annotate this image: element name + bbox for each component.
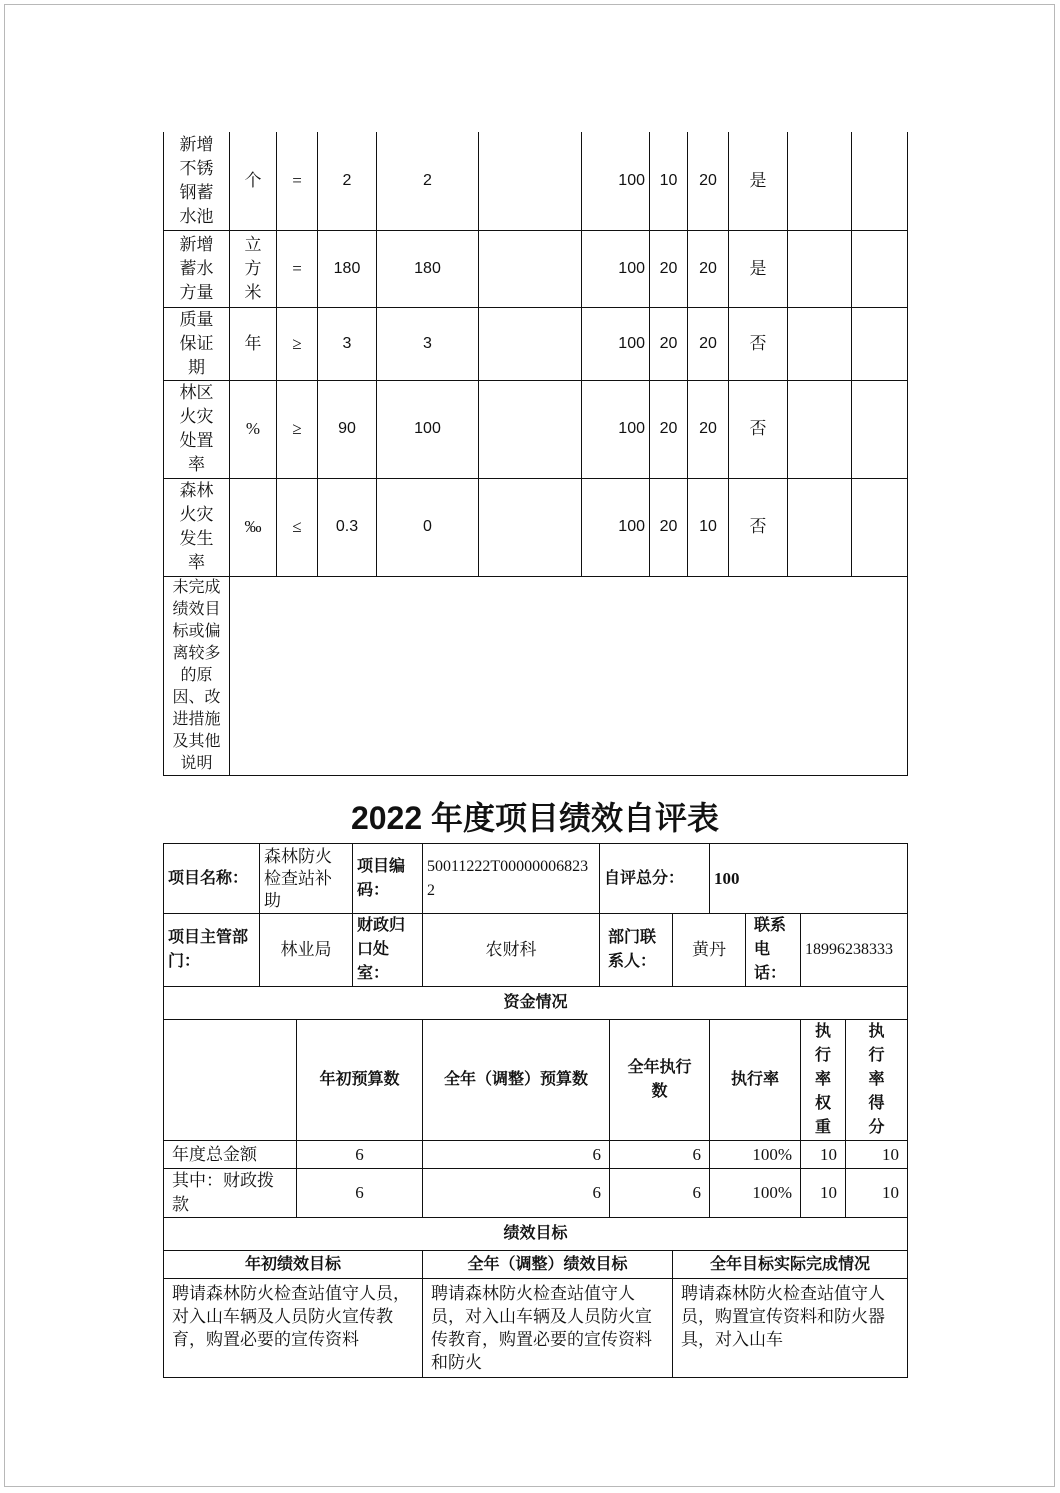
indicator-weight: 10 xyxy=(650,132,688,230)
funds-row-adjusted: 6 xyxy=(423,1141,610,1169)
self-evaluation-table xyxy=(163,843,908,1378)
indicator-full-score: 100 xyxy=(582,380,650,478)
indicator-target: 2 xyxy=(318,132,377,230)
indicator-name: 森林火灾发生率 xyxy=(164,478,230,576)
funds-row-adjusted: 6 xyxy=(423,1169,610,1218)
funds-header-blank xyxy=(164,1020,297,1141)
indicator-target: 3 xyxy=(318,307,377,380)
indicator-score: 10 xyxy=(688,478,729,576)
funds-row-rate: 100% xyxy=(710,1169,801,1218)
indicator-note xyxy=(479,478,582,576)
indicator-empty-2 xyxy=(852,307,908,380)
indicator-unit: 立方米 xyxy=(230,230,277,307)
indicator-target: 0.3 xyxy=(318,478,377,576)
indicator-note xyxy=(479,132,582,230)
office-value: 农财科 xyxy=(423,914,600,987)
indicator-note xyxy=(479,307,582,380)
funds-row-budget: 6 xyxy=(297,1169,423,1218)
goal-initial-text: 聘请森林防火检查站值守人员，对入山车辆及人员防火宣传教育，购置必要的宣传资料 xyxy=(164,1279,423,1378)
indicator-full-score: 100 xyxy=(582,307,650,380)
indicator-empty-1 xyxy=(788,230,852,307)
indicator-note xyxy=(479,230,582,307)
indicator-name: 新增蓄水方量 xyxy=(164,230,230,307)
indicator-full-score: 100 xyxy=(582,478,650,576)
project-name-value: 森林防火检查站补助 xyxy=(260,844,353,914)
indicator-weight: 20 xyxy=(650,307,688,380)
total-score-value: 100 xyxy=(710,844,908,914)
funds-row-executed: 6 xyxy=(610,1169,710,1218)
indicator-empty-1 xyxy=(788,478,852,576)
indicator-unit: ‰ xyxy=(230,478,277,576)
reason-label: 未完成绩效目标或偏离较多的原因、改进措施及其他说明 xyxy=(164,576,230,775)
funds-row-weight: 10 xyxy=(801,1169,846,1218)
funds-row xyxy=(164,1169,908,1218)
funds-row-score: 10 xyxy=(846,1141,908,1169)
funds-header-adjusted: 全年（调整）预算数 xyxy=(423,1020,610,1141)
project-code-value: 50011222T000000068232 xyxy=(423,844,600,914)
indicator-row xyxy=(164,380,908,478)
indicator-row xyxy=(164,478,908,576)
goals-header-actual: 全年目标实际完成情况 xyxy=(673,1251,908,1279)
page-title: 2022 年度项目绩效自评表 xyxy=(350,800,720,836)
funds-section-title: 资金情况 xyxy=(164,987,908,1020)
goals-header-initial: 年初绩效目标 xyxy=(164,1251,423,1279)
funds-row-weight: 10 xyxy=(801,1141,846,1169)
indicator-name: 质量保证期 xyxy=(164,307,230,380)
indicator-operator: ≥ xyxy=(277,380,318,478)
project-name-label: 项目名称： xyxy=(164,844,260,914)
indicator-score: 20 xyxy=(688,307,729,380)
phone-value: 18996238333 xyxy=(801,914,908,987)
funds-row-budget: 6 xyxy=(297,1141,423,1169)
funds-row-executed: 6 xyxy=(610,1141,710,1169)
indicator-flag: 否 xyxy=(729,478,788,576)
indicator-unit: % xyxy=(230,380,277,478)
indicator-row xyxy=(164,307,908,380)
indicator-row xyxy=(164,132,908,230)
indicator-row xyxy=(164,230,908,307)
indicator-actual: 2 xyxy=(377,132,479,230)
funds-row-label: 年度总金额 xyxy=(164,1141,297,1169)
office-label: 财政归口处室： xyxy=(353,914,423,987)
indicator-operator: = xyxy=(277,132,318,230)
funds-header-rate: 执行率 xyxy=(710,1020,801,1141)
indicator-empty-1 xyxy=(788,307,852,380)
indicator-score: 20 xyxy=(688,230,729,307)
indicator-flag: 否 xyxy=(729,380,788,478)
funds-header-budget: 年初预算数 xyxy=(297,1020,423,1141)
contact-label: 部门联系人： xyxy=(600,914,673,987)
funds-header-score: 执行率得分 xyxy=(846,1020,908,1141)
indicator-actual: 0 xyxy=(377,478,479,576)
indicator-weight: 20 xyxy=(650,230,688,307)
indicator-actual: 100 xyxy=(377,380,479,478)
funds-row-label: 其中：财政拨款 xyxy=(164,1169,297,1218)
funds-row xyxy=(164,1141,908,1169)
indicator-score: 20 xyxy=(688,132,729,230)
indicator-empty-2 xyxy=(852,132,908,230)
indicator-target: 180 xyxy=(318,230,377,307)
goal-actual-text: 聘请森林防火检查站值守人员，购置宣传资料和防火器具，对入山车 xyxy=(673,1279,908,1378)
indicator-actual: 3 xyxy=(377,307,479,380)
indicator-score: 20 xyxy=(688,380,729,478)
indicator-operator: ≤ xyxy=(277,478,318,576)
indicator-flag: 是 xyxy=(729,132,788,230)
total-score-label: 自评总分： xyxy=(600,844,710,914)
funds-row-rate: 100% xyxy=(710,1141,801,1169)
indicator-unit: 个 xyxy=(230,132,277,230)
funds-row-score: 10 xyxy=(846,1169,908,1218)
goal-adjusted-text: 聘请森林防火检查站值守人员，对入山车辆及人员防火宣传教育，购置必要的宣传资料和防火 xyxy=(423,1279,673,1378)
indicator-actual: 180 xyxy=(377,230,479,307)
dept-label: 项目主管部门： xyxy=(164,914,260,987)
reason-content xyxy=(230,576,908,775)
indicator-weight: 20 xyxy=(650,478,688,576)
funds-header-executed: 全年执行数 xyxy=(610,1020,710,1141)
indicator-table xyxy=(163,132,908,776)
indicator-empty-2 xyxy=(852,478,908,576)
indicator-target: 90 xyxy=(318,380,377,478)
indicator-full-score: 100 xyxy=(582,132,650,230)
indicator-name: 林区火灾处置率 xyxy=(164,380,230,478)
indicator-weight: 20 xyxy=(650,380,688,478)
indicator-operator: = xyxy=(277,230,318,307)
indicator-empty-1 xyxy=(788,132,852,230)
indicator-name: 新增不锈钢蓄水池 xyxy=(164,132,230,230)
indicator-empty-2 xyxy=(852,230,908,307)
indicator-unit: 年 xyxy=(230,307,277,380)
indicator-empty-1 xyxy=(788,380,852,478)
phone-label: 联系电话： xyxy=(746,914,801,987)
funds-header-weight: 执行率权重 xyxy=(801,1020,846,1141)
dept-value: 林业局 xyxy=(260,914,353,987)
indicator-operator: ≥ xyxy=(277,307,318,380)
indicator-empty-2 xyxy=(852,380,908,478)
contact-value: 黄丹 xyxy=(673,914,746,987)
project-code-label: 项目编码： xyxy=(353,844,423,914)
goals-section-title: 绩效目标 xyxy=(164,1218,908,1251)
goals-header-adjusted: 全年（调整）绩效目标 xyxy=(423,1251,673,1279)
indicator-full-score: 100 xyxy=(582,230,650,307)
indicator-note xyxy=(479,380,582,478)
indicator-flag: 是 xyxy=(729,230,788,307)
indicator-flag: 否 xyxy=(729,307,788,380)
